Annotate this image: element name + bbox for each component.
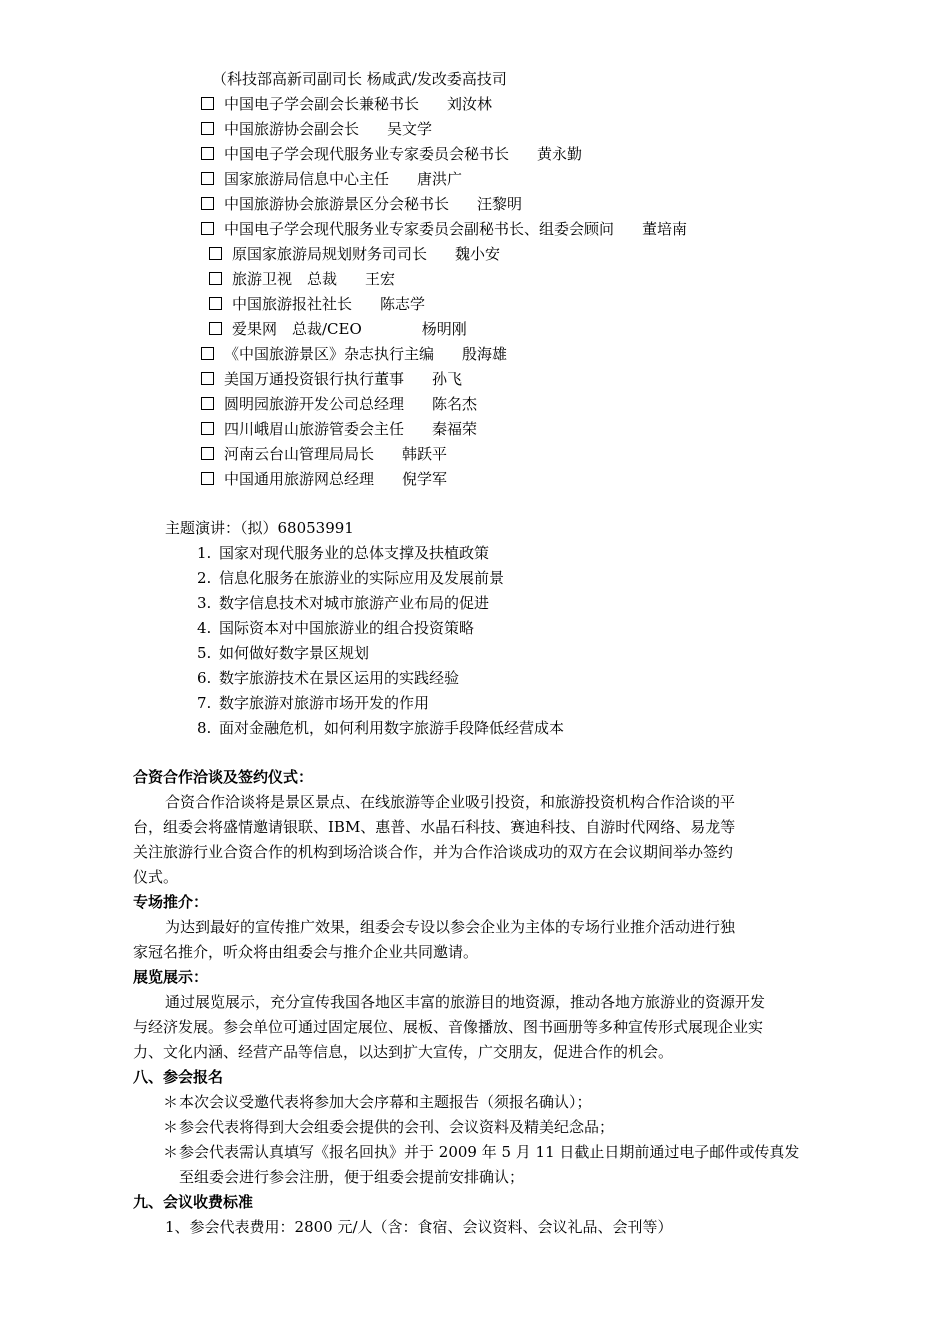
section8-item-text: 参会代表将得到大会组委会提供的会刊、会议资料及精美纪念品； <box>179 1118 615 1136</box>
keynote-topic-item <box>197 641 369 666</box>
section9-fee-line: 1、参会代表费用：2800 元/人（含：食宿、会议资料、会议礼品、会刊等） <box>165 1218 673 1236</box>
topic-text: 数字信息技术对城市旅游产业布局的促进 <box>219 594 490 612</box>
guest-title: 圆明园旅游开发公司总经理 <box>224 395 405 413</box>
guest-list-item <box>201 442 447 467</box>
guest-list-item <box>201 467 447 492</box>
guest-name: 孙飞 <box>432 370 463 388</box>
keynote-topic-item <box>197 691 429 716</box>
section8-bullet-item <box>163 1090 592 1115</box>
jv-paragraph-line: 台，组委会将盛情邀请银联、IBM、惠普、水晶石科技、赛迪科技、自游时代网络、易龙等 <box>133 818 736 836</box>
guest-title: 中国电子学会现代服务业专家委员会副秘书长、组委会顾问 <box>224 220 615 238</box>
topic-number: 8. <box>197 719 212 737</box>
expo-paragraph-line: 与经济发展。参会单位可通过固定展位、展板、音像播放、图书画册等多种宣传形式展现企业实 <box>133 1018 764 1036</box>
checkbox-square-icon <box>201 472 214 485</box>
guest-title: 河南云台山管理局局长 <box>224 445 375 463</box>
section8-bullet-item <box>163 1140 799 1165</box>
topic-text: 国家对现代服务业的总体支撑及扶植政策 <box>219 544 490 562</box>
guest-name: 王宏 <box>365 270 396 288</box>
checkbox-square-icon <box>209 247 222 260</box>
guest-list-item <box>201 167 462 192</box>
topic-number: 6. <box>197 669 212 687</box>
topic-number: 3. <box>197 594 212 612</box>
guest-list-item <box>201 367 462 392</box>
topic-number: 7. <box>197 694 212 712</box>
guest-name: 董培南 <box>642 220 688 238</box>
promo-paragraph-line: 家冠名推介，听众将由组委会与推介企业共同邀请。 <box>133 943 479 961</box>
guest-list-item <box>201 417 477 442</box>
guest-name: 魏小安 <box>455 245 501 263</box>
checkbox-square-icon <box>209 272 222 285</box>
guest-list-item <box>201 117 432 142</box>
keynote-topic-item <box>197 666 459 691</box>
keynote-topic-item <box>197 616 474 641</box>
topic-number: 2. <box>197 569 212 587</box>
guest-title: 旅游卫视 总裁 <box>232 270 338 288</box>
checkbox-square-icon <box>201 347 214 360</box>
guest-name: 唐洪广 <box>417 170 463 188</box>
guest-list-item <box>209 267 395 292</box>
guest-list-item <box>201 217 687 242</box>
guest-title: 原国家旅游局规划财务司司长 <box>232 245 428 263</box>
keynote-topic-item <box>197 566 504 591</box>
asterisk-bullet: ＊ <box>163 1093 179 1111</box>
keynote-topic-item <box>197 541 489 566</box>
guest-name: 刘汝林 <box>447 95 493 113</box>
guest-name: 倪学军 <box>402 470 448 488</box>
section8-item-continuation: 至组委会进行参会注册，便于组委会提前安排确认； <box>179 1168 525 1186</box>
asterisk-bullet: ＊ <box>163 1143 179 1161</box>
checkbox-square-icon <box>209 297 222 310</box>
keynote-topic-item <box>197 716 564 741</box>
jv-paragraph-line: 关注旅游行业合资合作的机构到场洽谈合作，并为合作洽谈成功的双方在会议期间举办签约 <box>133 843 734 861</box>
checkbox-square-icon <box>201 172 214 185</box>
guest-title: 中国旅游协会旅游景区分会秘书长 <box>224 195 450 213</box>
guest-list-item <box>209 292 425 317</box>
expo-heading: 展览展示： <box>133 968 209 986</box>
checkbox-square-icon <box>201 422 214 435</box>
keynote-label: 主题演讲：（拟）68053991 <box>165 519 354 537</box>
section8-item-text: 本次会议受邀代表将参加大会序幕和主题报告（须报名确认）； <box>179 1093 592 1111</box>
section8-bullet-item <box>163 1115 614 1140</box>
guest-name: 陈名杰 <box>432 395 478 413</box>
checkbox-square-icon <box>201 147 214 160</box>
checkbox-square-icon <box>201 197 214 210</box>
guest-name: 陈志学 <box>380 295 426 313</box>
topic-text: 信息化服务在旅游业的实际应用及发展前景 <box>219 569 505 587</box>
guest-list-item <box>201 392 477 417</box>
checkbox-square-icon <box>201 222 214 235</box>
keynote-topic-item <box>197 591 489 616</box>
expo-paragraph-line: 通过展览展示，充分宣传我国各地区丰富的旅游目的地资源，推动各地方旅游业的资源开发 <box>165 993 766 1011</box>
topic-number: 1. <box>197 544 212 562</box>
expo-paragraph-line: 力、文化内涵、经营产品等信息，以达到扩大宣传，广交朋友，促进合作的机会。 <box>133 1043 674 1061</box>
checkbox-square-icon <box>201 397 214 410</box>
guests-intro: （科技部高新司副司长 杨咸武/发改委高技司 <box>212 70 507 88</box>
guest-title: 中国电子学会现代服务业专家委员会秘书长 <box>224 145 510 163</box>
promo-heading: 专场推介： <box>133 893 209 911</box>
topic-number: 5. <box>197 644 212 662</box>
guest-list-item <box>201 342 507 367</box>
section8-item-text: 参会代表需认真填写《报名回执》并于 2009 年 5 月 11 日截止日期前通过电子邮件或传真发 <box>179 1143 800 1161</box>
checkbox-square-icon <box>201 447 214 460</box>
guest-list-item <box>201 192 522 217</box>
guest-name: 汪黎明 <box>477 195 523 213</box>
guest-name: 黄永勤 <box>537 145 583 163</box>
topic-text: 国际资本对中国旅游业的组合投资策略 <box>219 619 475 637</box>
checkbox-square-icon <box>201 372 214 385</box>
jv-heading: 合资合作洽谈及签约仪式： <box>133 768 314 786</box>
guest-name: 杨明刚 <box>421 320 467 338</box>
asterisk-bullet: ＊ <box>163 1118 179 1136</box>
guest-name: 韩跃平 <box>402 445 448 463</box>
guest-title: 《中国旅游景区》杂志执行主编 <box>224 345 435 363</box>
guest-title: 国家旅游局信息中心主任 <box>224 170 390 188</box>
guest-title: 中国旅游协会副会长 <box>224 120 360 138</box>
guest-title: 美国万通投资银行执行董事 <box>224 370 405 388</box>
topic-number: 4. <box>197 619 212 637</box>
guest-name: 殷海雄 <box>462 345 508 363</box>
guest-name: 秦福荣 <box>432 420 478 438</box>
topic-text: 面对金融危机，如何利用数字旅游手段降低经营成本 <box>219 719 565 737</box>
section9-heading: 九、会议收费标准 <box>133 1193 254 1211</box>
checkbox-square-icon <box>201 122 214 135</box>
checkbox-square-icon <box>201 97 214 110</box>
guest-title: 四川峨眉山旅游管委会主任 <box>224 420 405 438</box>
guest-list-item <box>209 317 467 342</box>
section8-heading: 八、参会报名 <box>133 1068 224 1086</box>
topic-text: 数字旅游对旅游市场开发的作用 <box>219 694 430 712</box>
guest-title: 中国旅游报社社长 <box>232 295 353 313</box>
guest-name: 吴文学 <box>387 120 433 138</box>
topic-text: 数字旅游技术在景区运用的实践经验 <box>219 669 460 687</box>
guest-list-item <box>209 242 500 267</box>
jv-paragraph-line: 仪式。 <box>133 868 179 886</box>
guest-title: 中国电子学会副会长兼秘书长 <box>224 95 420 113</box>
guest-list-item <box>201 142 582 167</box>
jv-paragraph-line: 合资合作洽谈将是景区景点、在线旅游等企业吸引投资，和旅游投资机构合作洽谈的平 <box>165 793 736 811</box>
promo-paragraph-line: 为达到最好的宣传推广效果，组委会专设以参会企业为主体的专场行业推介活动进行独 <box>165 918 736 936</box>
topic-text: 如何做好数字景区规划 <box>219 644 370 662</box>
guest-list-item <box>201 92 492 117</box>
guest-title: 爱果网 总裁/CEO <box>232 320 362 338</box>
checkbox-square-icon <box>209 322 222 335</box>
guest-title: 中国通用旅游网总经理 <box>224 470 375 488</box>
